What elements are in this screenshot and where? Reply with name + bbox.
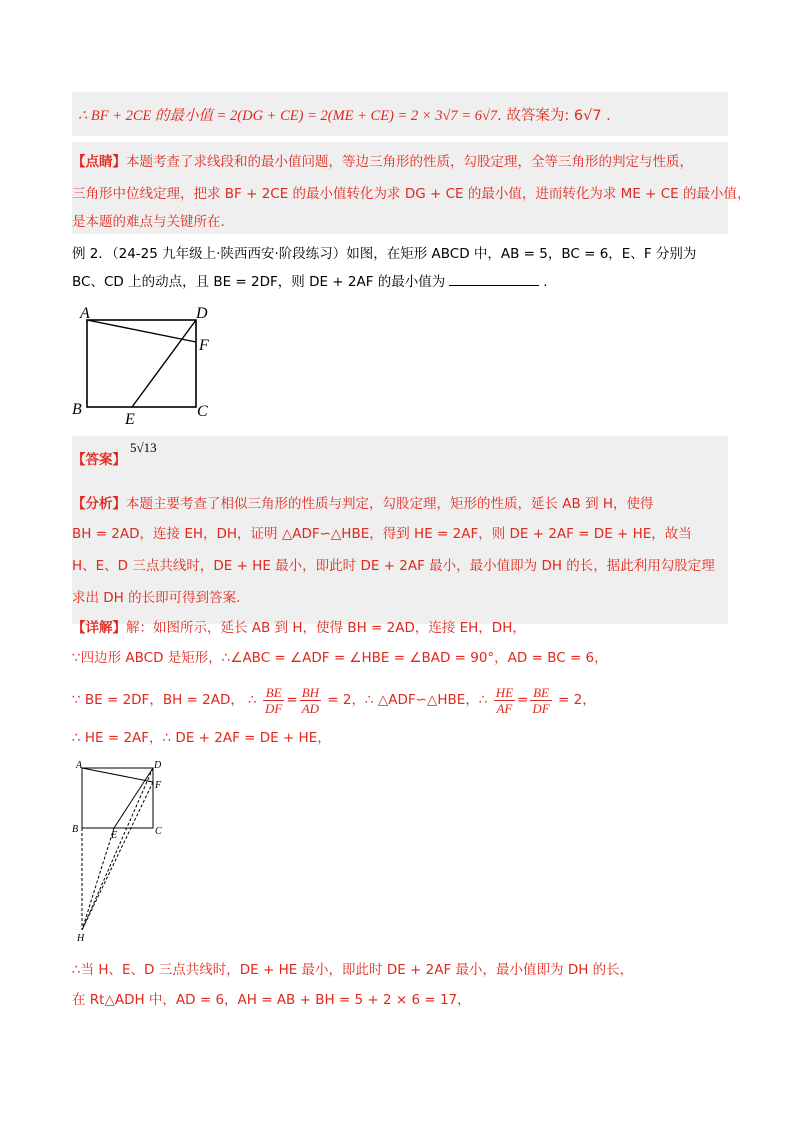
comment-line-2: 三角形中位线定理，把求 BF + 2CE 的最小值转化为求 DG + CE 的最小值，进而转化为求 ME + CE 的最小值，	[72, 186, 751, 202]
detail-text-3a: ∵ BE = 2DF，BH = 2AD，	[72, 692, 244, 708]
detail-line-4: ∴ HE = 2AF，∴ DE + 2AF = DE + HE，	[72, 730, 331, 746]
analysis-line-3: H、E、D 三点共线时，DE + HE 最小，即此时 DE + 2AF 最小，最小值即为 DH 的长，据此利用勾股定理	[72, 558, 715, 574]
label-e: E	[125, 411, 135, 428]
analysis-text-1: 本题主要考查了相似三角形的性质与判定，勾股定理，矩形的性质，延长 AB 到 H，使得	[126, 496, 654, 512]
answer-line	[72, 450, 126, 470]
label-e-2: E	[111, 830, 118, 841]
prev-solution-tail: . 故答案为: 6√7 .	[497, 108, 611, 124]
analysis-line-2: BH = 2AD，连接 EH，DH，证明 △ADF∽△HBE，得到 HE = 2AF，则 DE + 2AF = DE + HE，故当	[72, 526, 692, 542]
label-c: C	[197, 403, 208, 420]
detail-tag: 【详解】	[72, 620, 126, 636]
segment-dh	[82, 768, 153, 930]
label-h: H	[77, 933, 85, 944]
example-line-1: 例 2．（24-25 九年级上·陕西西安·阶段练习）如图，在矩形 ABCD 中，AB = 5，BC = 6，E、F 分别为	[72, 246, 697, 262]
detail-text-3d: = 2，	[558, 692, 596, 708]
label-f-2: F	[155, 780, 162, 791]
analysis-tag: 【分析】	[72, 496, 126, 512]
segment-af-2	[82, 768, 153, 782]
detail-line-5: ∴当 H、E、D 三点共线时，DE + HE 最小，即此时 DE + 2AF 最小，最小值即为 DH 的长，	[72, 962, 634, 978]
segment-de	[132, 320, 196, 407]
rect-abcd-2	[82, 768, 153, 828]
detail-text-3b: ∴	[248, 692, 257, 708]
example-line-2	[72, 272, 548, 292]
segment-eh	[82, 828, 114, 930]
detail-text-1: 解：如图所示，延长 AB 到 H，使得 BH = 2AD，连接 EH，DH，	[126, 620, 526, 636]
label-a-2: A	[76, 760, 83, 771]
analysis-line-4: 求出 DH 的长即可得到答案.	[72, 590, 241, 606]
fraction-be-df-2: $\frac{BE}{DF}$	[532, 684, 550, 716]
answer-blank	[449, 273, 539, 286]
label-d: D	[196, 305, 208, 322]
label-a: A	[80, 305, 90, 322]
figure-rectangle-1	[72, 305, 220, 428]
label-b-2: B	[72, 824, 79, 835]
figure-rectangle-2	[72, 758, 182, 948]
segment-de-2	[114, 768, 153, 828]
comment-tag: 【点睛】	[72, 154, 126, 170]
detail-line-6: 在 Rt△ADH 中，AD = 6，AH = AB + BH = 5 + 2 × 6 = 17，	[72, 992, 471, 1008]
prev-solution-math: ∴ BF + 2CE 的最小值 = 2(DG + CE) = 2(ME + CE) = 2 × 3√7 = 6√7	[78, 108, 498, 124]
label-c-2: C	[155, 826, 162, 837]
answer-tag: 【答案】	[72, 452, 126, 468]
label-b: B	[72, 401, 82, 418]
comment-text-1: 本题考查了求线段和的最小值问题，等边三角形的性质，勾股定理，全等三角形的判定与性质，	[126, 154, 693, 170]
comment-line-3: 是本题的难点与关键所在.	[72, 214, 225, 230]
analysis-line-1	[72, 494, 654, 514]
example-text-2: BC、CD 上的动点，且 BE = 2DF，则 DE + 2AF 的最小值为	[72, 274, 446, 290]
prev-solution-line	[78, 106, 611, 126]
detail-line-3: ∵ BE = 2DF，BH = 2AD， ∴ $\frac{BE}{DF}$ = $\frac{BH}{AD}$ = 2，∴ △ADF∽△HBE，∴ $\frac{HE}{AF}$ = $\frac{BE}{DF}$ = 2，	[72, 684, 596, 716]
fraction-be-df: $\frac{BE}{DF}$	[265, 684, 283, 716]
answer-value: 5√13	[130, 440, 157, 455]
label-d-2: D	[154, 760, 162, 771]
segment-fh	[82, 782, 153, 930]
example-end: .	[543, 274, 548, 290]
fraction-he-af: $\frac{HE}{AF}$	[495, 684, 514, 716]
detail-line-1	[72, 618, 526, 638]
segment-af	[87, 320, 196, 342]
detail-line-2: ∵四边形 ABCD 是矩形，∴∠ABC = ∠ADF = ∠HBE = ∠BAD = 90°，AD = BC = 6，	[72, 650, 608, 666]
detail-text-3c: = 2，∴ △ADF∽△HBE，∴	[327, 692, 488, 708]
label-f: F	[199, 337, 209, 354]
fraction-bh-ad: $\frac{BH}{AD}$	[301, 684, 320, 716]
comment-line-1	[72, 152, 693, 172]
